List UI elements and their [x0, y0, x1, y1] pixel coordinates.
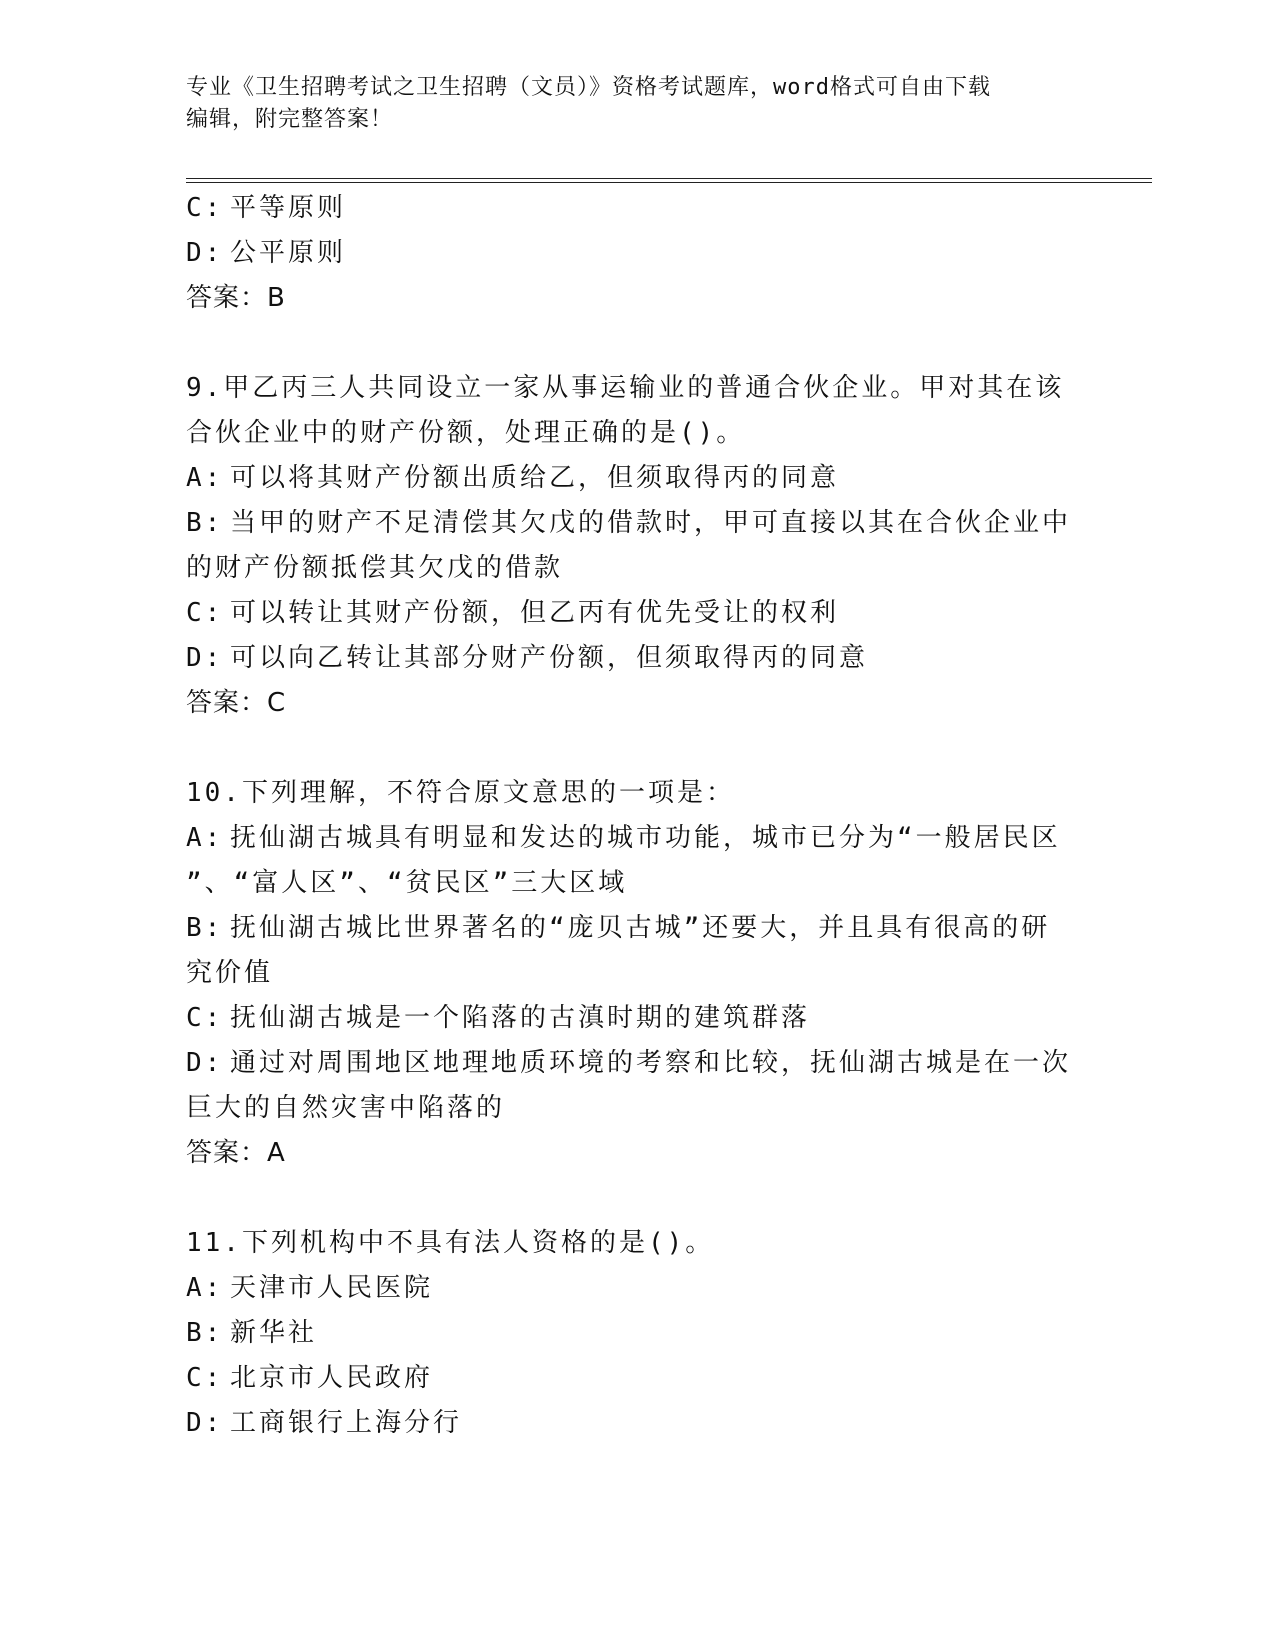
answer: 答案：A: [186, 1138, 286, 1168]
option-label: B:: [186, 508, 224, 538]
option-text: 抚仙湖古城是一个陷落的古滇时期的建筑群落: [230, 1003, 811, 1033]
option-label: D:: [186, 238, 224, 268]
option-text: 天津市人民医院: [230, 1273, 434, 1303]
option-a-continuation: ”、“富人区”、“贫民区”三大区域: [186, 868, 628, 898]
option-text: 北京市人民政府: [230, 1363, 434, 1393]
option-label: A:: [186, 1273, 224, 1303]
option-label: C:: [186, 1003, 224, 1033]
option-text: 抚仙湖古城具有明显和发达的城市功能，城市已分为“一般居民区: [230, 823, 1061, 853]
option-b: [186, 501, 1076, 546]
spacer: [186, 726, 1076, 771]
header-line-1: 专业《卫生招聘考试之卫生招聘（文员）》资格考试题库，word格式可自由下载: [186, 75, 991, 100]
spacer: [186, 321, 1076, 366]
question-10-stem: 10.下列理解，不符合原文意思的一项是：: [186, 778, 735, 808]
option-text: 平等原则: [230, 193, 347, 223]
question-content: [186, 186, 1076, 1446]
option-a: [186, 816, 1076, 861]
option-b-continuation: 究价值: [186, 958, 274, 988]
option-text: 可以向乙转让其部分财产份额，但须取得丙的同意: [230, 643, 869, 673]
option-a: [186, 456, 1076, 501]
option-text: 可以转让其财产份额，但乙丙有优先受让的权利: [230, 598, 840, 628]
option-text: 当甲的财产不足清偿其欠戊的借款时，甲可直接以其在合伙企业中: [230, 508, 1072, 538]
page-header: [186, 72, 1066, 136]
option-label: D:: [186, 1408, 224, 1438]
option-label: A:: [186, 823, 224, 853]
option-b-continuation: 的财产份额抵偿其欠戊的借款: [186, 553, 564, 583]
option-label: D:: [186, 643, 224, 673]
option-label: C:: [186, 598, 224, 628]
option-c: [186, 186, 1076, 231]
header-line-2: 编辑，附完整答案！: [186, 107, 394, 132]
option-label: A:: [186, 463, 224, 493]
option-a: [186, 1266, 1076, 1311]
answer: 答案：B: [186, 283, 286, 313]
spacer: [186, 1176, 1076, 1221]
question-9-stem-line-1: 9.甲乙丙三人共同设立一家从事运输业的普通合伙企业。甲对其在该: [186, 373, 1065, 403]
question-9-stem-line-2: 合伙企业中的财产份额，处理正确的是()。: [186, 418, 746, 448]
option-text: 新华社: [230, 1318, 318, 1348]
option-text: 抚仙湖古城比世界著名的“庞贝古城”还要大，并且具有很高的研: [230, 913, 1051, 943]
header-divider: [186, 178, 1152, 183]
option-d: [186, 1401, 1076, 1446]
answer: 答案：C: [186, 688, 287, 718]
option-d: [186, 231, 1076, 276]
option-c: [186, 996, 1076, 1041]
option-text: 工商银行上海分行: [230, 1408, 463, 1438]
option-d: [186, 1041, 1076, 1086]
option-b: [186, 1311, 1076, 1356]
option-text: 可以将其财产份额出质给乙，但须取得丙的同意: [230, 463, 840, 493]
option-d: [186, 636, 1076, 681]
question-11-stem: 11.下列机构中不具有法人资格的是()。: [186, 1228, 715, 1258]
option-label: C:: [186, 193, 224, 223]
option-label: C:: [186, 1363, 224, 1393]
option-label: B:: [186, 1318, 224, 1348]
option-label: B:: [186, 913, 224, 943]
option-b: [186, 906, 1076, 951]
option-text: 公平原则: [230, 238, 347, 268]
option-c: [186, 591, 1076, 636]
option-text: 通过对周围地区地理地质环境的考察和比较，抚仙湖古城是在一次: [230, 1048, 1072, 1078]
option-label: D:: [186, 1048, 224, 1078]
option-c: [186, 1356, 1076, 1401]
option-d-continuation: 巨大的自然灾害中陷落的: [186, 1093, 506, 1123]
